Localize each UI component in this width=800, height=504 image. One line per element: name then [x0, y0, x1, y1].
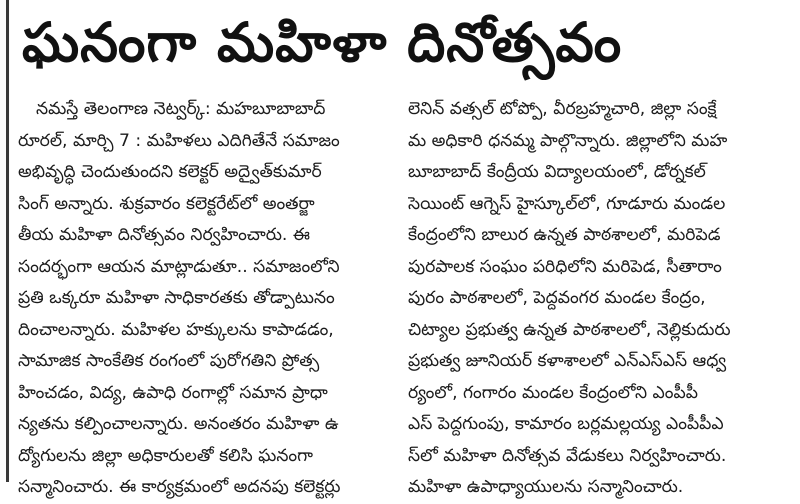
text-line: ప్రతి ఒక్కరూ మహిళా సాధికారతకు తోడ్పాటునం: [18, 288, 335, 308]
text-line: పురం పాఠశాలలో, పెద్దవంగర మండల కేంద్రం,: [408, 288, 706, 308]
text-line: ద్యోగులను జిల్లా అధికారులతో కలిసి ఘనంగా: [18, 445, 313, 466]
text-line: దించాలన్నారు. మహిళల హక్కులను కాపాడడం,: [18, 319, 334, 340]
text-line: హించడం, విద్య, ఉపాధి రంగాల్లో సమాన ప్రాధా: [18, 382, 328, 403]
column-rule: [6, 0, 9, 482]
text-line: సెయింట్ ఆగ్నెస్ హైస్కూల్‌లో, గూడూరు మండల: [408, 193, 726, 214]
text-line: ర్యంలో, గంగారం మండల కేంద్రంలోని ఎంపీపీ: [408, 382, 698, 403]
text-line: చిట్యాల ప్రభుత్వ ఉన్నత పాఠశాలలో, నెల్లికుదురు: [408, 319, 731, 340]
text-line: సామాజిక సాంకేతిక రంగంలో పురోగతిని ప్రోత్స: [18, 351, 320, 371]
text-line: బూబాబాద్ కేంద్రీయ విద్యాలయంలో, డోర్నకల్: [408, 162, 706, 182]
text-line: సందర్భంగా ఆయన మాట్లాడుతూ.. సమాజంలోని: [18, 256, 340, 277]
text-line: న్యతను కల్పించాలన్నారు. అనంతరం మహిళా ఉ: [18, 414, 339, 434]
article-column-left: [18, 94, 390, 504]
text-line: ప్రభుత్వ జూనియర్ కళాశాలలో ఎన్ఎస్ఎస్ ఆధ్వ: [408, 351, 727, 371]
text-line: నమస్తే తెలంగాణ నెట్వర్క్: మహబూబాబాద్: [36, 99, 326, 119]
text-line: ఎస్ పెద్దగుంపు, కామారం బర్లమల్లయ్య ఎంపీపీఎ: [408, 414, 724, 434]
text-line: కేంద్రంలోని బాలుర ఉన్నత పాఠశాలలో, మరిపెడ: [408, 225, 721, 245]
text-line: లెనిన్ వత్సల్ టోప్పో, వీరబ్రహ్మచారి, జిల్లా సంక్షే: [408, 99, 717, 119]
text-line: స్‌లో మహిళా దినోత్సవ వేడుకలు నిర్వహించారు.: [408, 445, 727, 466]
text-line: సన్మానించారు. ఈ కార్యక్రమంలో అదనపు కలెక్టర్లు: [18, 477, 341, 497]
text-line: తీయ మహిళా దినోత్సవం నిర్వహించారు. ఈ: [18, 225, 310, 245]
text-line: పురపాలక సంఘం పరిధిలోని మరిపెడ, సీతారాం: [408, 256, 722, 277]
text-line: అభివృద్ధి చెందుతుందని కలెక్టర్ అద్వైత్‌కుమార్: [18, 162, 322, 182]
article-column-right: [408, 94, 780, 504]
text-line: సింగ్ అన్నారు. శుక్రవారం కలెక్టరేట్‌లో అంతర్జా: [18, 193, 315, 214]
text-line: మహిళా ఉపాధ్యాయులను సన్మానించారు.: [408, 477, 684, 497]
text-line: మ అధికారి ధనమ్మ పాల్గొన్నారు. జిల్లాలోని మహ: [408, 130, 728, 151]
headline: ఘనంగా మహిళా దినోత్సవం: [22, 11, 623, 74]
text-line: రూరల్, మార్చి 7 : మహిళలు ఎదిగితేనే సమాజం: [18, 130, 340, 151]
